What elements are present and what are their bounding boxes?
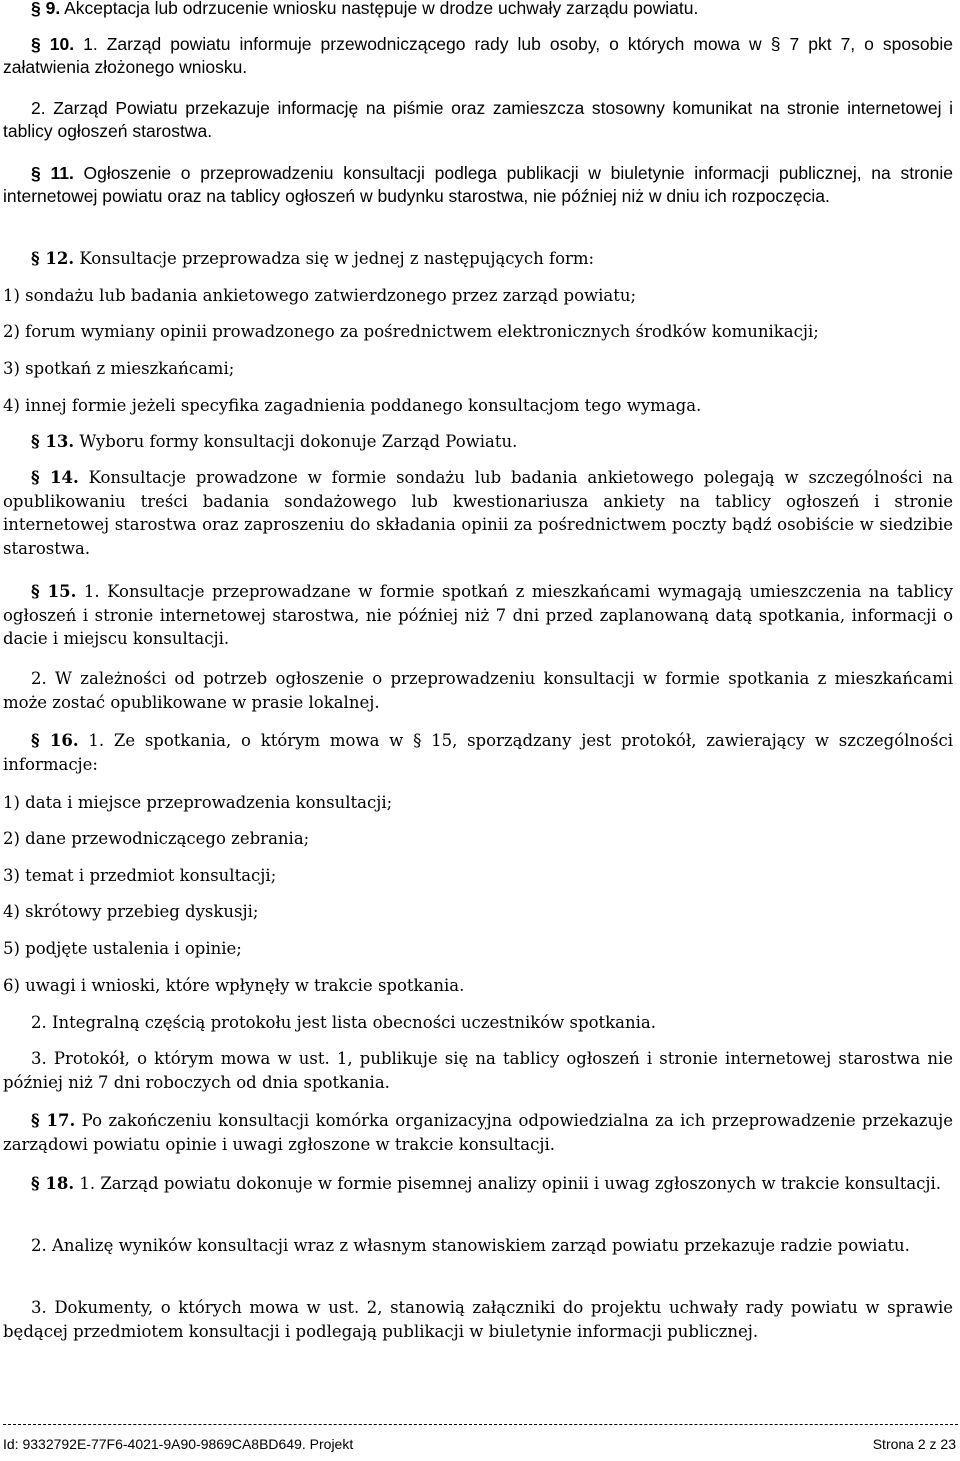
section-number: § 15.	[31, 582, 77, 601]
paragraph-15-2	[3, 667, 953, 714]
section-number: § 16.	[31, 731, 79, 750]
list-item-text: 1) sondażu lub badania ankietowego zatwierdzonego przez zarząd powiatu;	[3, 286, 637, 305]
paragraph-10-1	[3, 33, 953, 78]
paragraph-text: 2. Zarząd Powiatu przekazuje informację na piśmie oraz zamieszcza stosowny komunikat na stronie internetowej i tablicy ogłoszeń starostwa.	[3, 98, 953, 141]
paragraph-text: Akceptacja lub odrzucenie wniosku następuje w drodze uchwały zarządu powiatu.	[60, 0, 699, 18]
paragraph-10-2	[3, 97, 953, 142]
paragraph-text: 2. Integralną częścią protokołu jest lista obecności uczestników spotkania.	[31, 1013, 656, 1032]
list-item-text: 4) skrótowy przebieg dyskusji;	[3, 902, 259, 921]
list-item	[3, 791, 953, 815]
section-number: § 12.	[31, 249, 75, 268]
paragraph-text: 1. Zarząd powiatu dokonuje w formie pisemnej analizy opinii i uwag zgłoszonych w trakcie konsultacji.	[74, 1174, 942, 1193]
list-item	[3, 900, 953, 924]
list-item-text: 6) uwagi i wnioski, które wpłynęły w trakcie spotkania.	[3, 976, 465, 995]
section-number: § 10.	[31, 34, 75, 54]
list-item-text: 3) temat i przedmiot konsultacji;	[3, 866, 277, 885]
section-number: § 9.	[31, 0, 61, 18]
paragraph-text: 1. Ze spotkania, o którym mowa w § 15, sporządzany jest protokół, zawierający w szczególności informacje:	[3, 731, 953, 774]
paragraph-18-1	[3, 1172, 953, 1196]
list-item	[3, 864, 953, 888]
paragraph-text: 2. Analizę wyników konsultacji wraz z własnym stanowiskiem zarząd powiatu przekazuje radzie powiatu.	[31, 1236, 910, 1255]
paragraph-11	[3, 162, 953, 207]
section-number: § 11.	[31, 163, 74, 183]
list-item	[3, 357, 953, 381]
list-item-text: 5) podjęte ustalenia i opinie;	[3, 939, 242, 958]
paragraph-text: Wyboru formy konsultacji dokonuje Zarząd Powiatu.	[74, 432, 518, 451]
paragraph-18-3	[3, 1296, 953, 1343]
paragraph-16-1	[3, 729, 953, 776]
list-item-text: 2) dane przewodniczącego zebrania;	[3, 829, 310, 848]
paragraph-9	[3, 0, 953, 20]
paragraph-17	[3, 1109, 953, 1156]
list-item	[3, 937, 953, 961]
list-item	[3, 827, 953, 851]
paragraph-14	[3, 466, 953, 560]
paragraph-13	[3, 430, 953, 454]
paragraph-text: Konsultacje przeprowadza się w jednej z następujących form:	[74, 249, 595, 268]
list-item	[3, 320, 953, 344]
section-number: § 14.	[31, 468, 79, 487]
paragraph-text: Ogłoszenie o przeprowadzeniu konsultacji podlega publikacji w biuletynie informacji publicznej, na stronie internetowej powiatu oraz na tablicy ogłoszeń w budynku starostwa, nie później niż w dniu ich rozpoczęcia.	[3, 163, 953, 206]
footer-divider	[3, 1424, 958, 1425]
paragraph-text: Konsultacje prowadzone w formie sondażu lub badania ankietowego polegają w szczególności na opublikowaniu treści badania sondażowego lub kwestionariusza ankiety na tablicy ogłoszeń i stronie internetowej starostwa oraz zaproszeniu do składania opinii za pośrednictwem poczty bądź osobiście w siedzibie starostwa.	[3, 468, 953, 558]
paragraph-text: Po zakończeniu konsultacji komórka organizacyjna odpowiedzialna za ich przeprowadzenie przekazuje zarządowi powiatu opinie i uwagi zgłoszone w trakcie konsultacji.	[3, 1111, 953, 1154]
list-item-text: 4) innej formie jeżeli specyfika zagadnienia poddanego konsultacjom tego wymaga.	[3, 396, 702, 415]
paragraph-text: 1. Zarząd powiatu informuje przewodniczącego rady lub osoby, o których mowa w § 7 pkt 7, o sposobie załatwienia złożonego wniosku.	[3, 34, 953, 77]
paragraph-16-3	[3, 1047, 953, 1094]
list-item-text: 2) forum wymiany opinii prowadzonego za pośrednictwem elektronicznych środków komunikacji;	[3, 322, 819, 341]
list-item-text: 3) spotkań z mieszkańcami;	[3, 359, 235, 378]
paragraph-text: 1. Konsultacje przeprowadzane w formie spotkań z mieszkańcami wymagają umieszczenia na tablicy ogłoszeń i stronie internetowej starostwa, nie później niż 7 dni przed zaplanowaną datą spotkania, informacji o dacie i miejscu konsultacji.	[3, 582, 953, 648]
paragraph-12	[3, 247, 953, 271]
footer-page-number: Strona 2 z 23	[872, 1436, 956, 1452]
list-item	[3, 284, 953, 308]
paragraph-text: 2. W zależności od potrzeb ogłoszenie o przeprowadzeniu konsultacji w formie spotkania z mieszkańcami może zostać opublikowane w prasie lokalnej.	[3, 669, 953, 712]
paragraph-16-2	[3, 1011, 953, 1035]
section-number: § 13.	[31, 432, 75, 451]
paragraph-15-1	[3, 580, 953, 651]
paragraph-text: 3. Dokumenty, o których mowa w ust. 2, stanowią załączniki do projektu uchwały rady powiatu w sprawie będącej przedmiotem konsultacji i podlegają publikacji w biuletynie informacji publicznej.	[3, 1298, 953, 1341]
list-item-text: 1) data i miejsce przeprowadzenia konsultacji;	[3, 793, 393, 812]
footer-document-id: Id: 9332792E-77F6-4021-9A90-9869CA8BD649. Projekt	[3, 1436, 354, 1452]
paragraph-text: 3. Protokół, o którym mowa w ust. 1, publikuje się na tablicy ogłoszeń i stronie internetowej starostwa nie później niż 7 dni roboczych od dnia spotkania.	[3, 1049, 953, 1092]
section-number: § 17.	[31, 1111, 76, 1130]
list-item	[3, 974, 953, 998]
paragraph-18-2	[3, 1234, 953, 1258]
list-item	[3, 394, 953, 418]
section-number: § 18.	[31, 1174, 75, 1193]
